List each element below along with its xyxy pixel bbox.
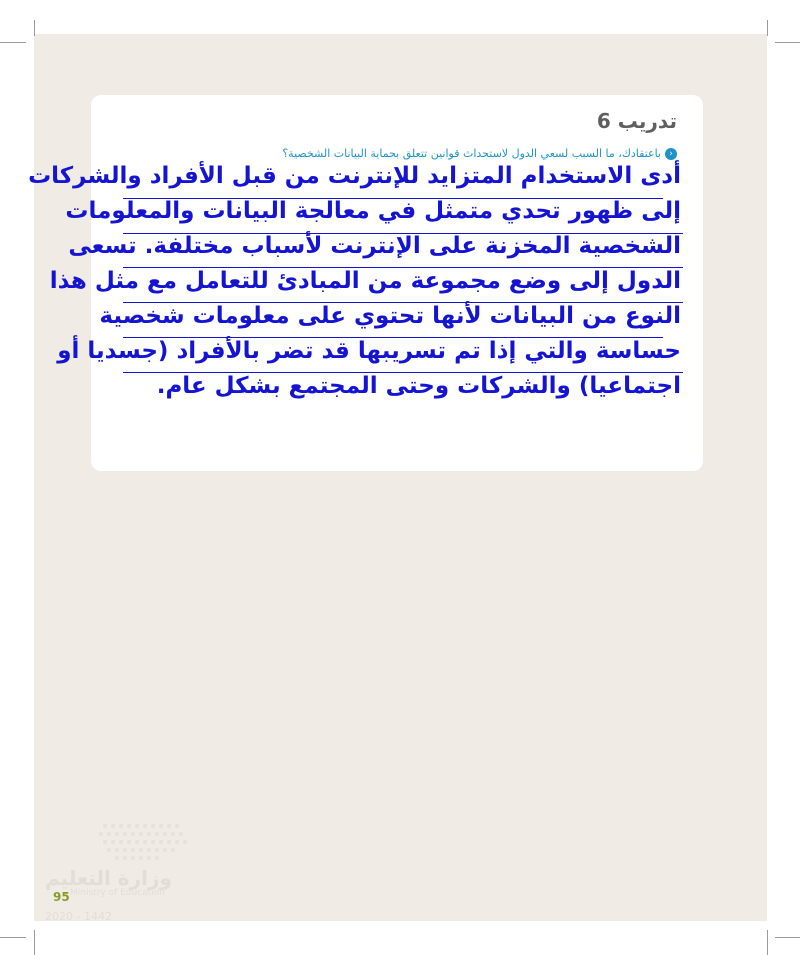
crop-mark-top-left-h	[0, 42, 26, 43]
answer-line: اجتماعيا) والشركات وحتى المجتمع بشكل عام.	[156, 373, 681, 399]
crop-mark-bottom-right-h	[775, 937, 800, 938]
answer-line: الشخصية المخزنة على الإنترنت لأسباب مختلفة. تسعى	[68, 233, 681, 259]
handwritten-answer	[28, 159, 681, 404]
watermark-text: وزارة التعليم	[45, 866, 172, 890]
answer-line: النوع من البيانات لأنها تحتوي على معلومات شخصية	[99, 303, 681, 329]
crop-mark-top-right-v	[767, 20, 768, 36]
question-text: باعتقادك، ما السبب لسعي الدول لاستحداث قوانين تتعلق بحماية البيانات الشخصية؟	[282, 147, 661, 160]
crop-mark-top-right-h	[775, 42, 800, 43]
answer-line: إلى ظهور تحدي متمثل في معالجة البيانات والمعلومات	[65, 198, 681, 224]
crop-mark-bottom-right-v	[767, 930, 768, 955]
crop-mark-bottom-left-h	[0, 937, 26, 938]
answer-line: أدى الاستخدام المتزايد للإنترنت من قبل الأفراد والشركات	[28, 163, 681, 189]
crop-mark-bottom-left-v	[34, 930, 35, 955]
chevron-icon: ‹	[665, 148, 677, 160]
answer-line: الدول إلى وضع مجموعة من المبادئ للتعامل مع مثل هذا	[49, 268, 681, 294]
watermark-year: 2020 - 1442	[45, 910, 112, 923]
exercise-title: تدريب 6	[596, 109, 677, 133]
exercise-card	[28, 95, 703, 471]
watermark-subtitle: Ministry of Education	[70, 888, 165, 898]
answer-line: حساسة والتي إذا تم تسريبها قد تضر بالأفراد (جسديا أو	[57, 338, 681, 364]
crop-mark-top-left-v	[34, 20, 35, 36]
page-number: 95	[53, 890, 70, 904]
